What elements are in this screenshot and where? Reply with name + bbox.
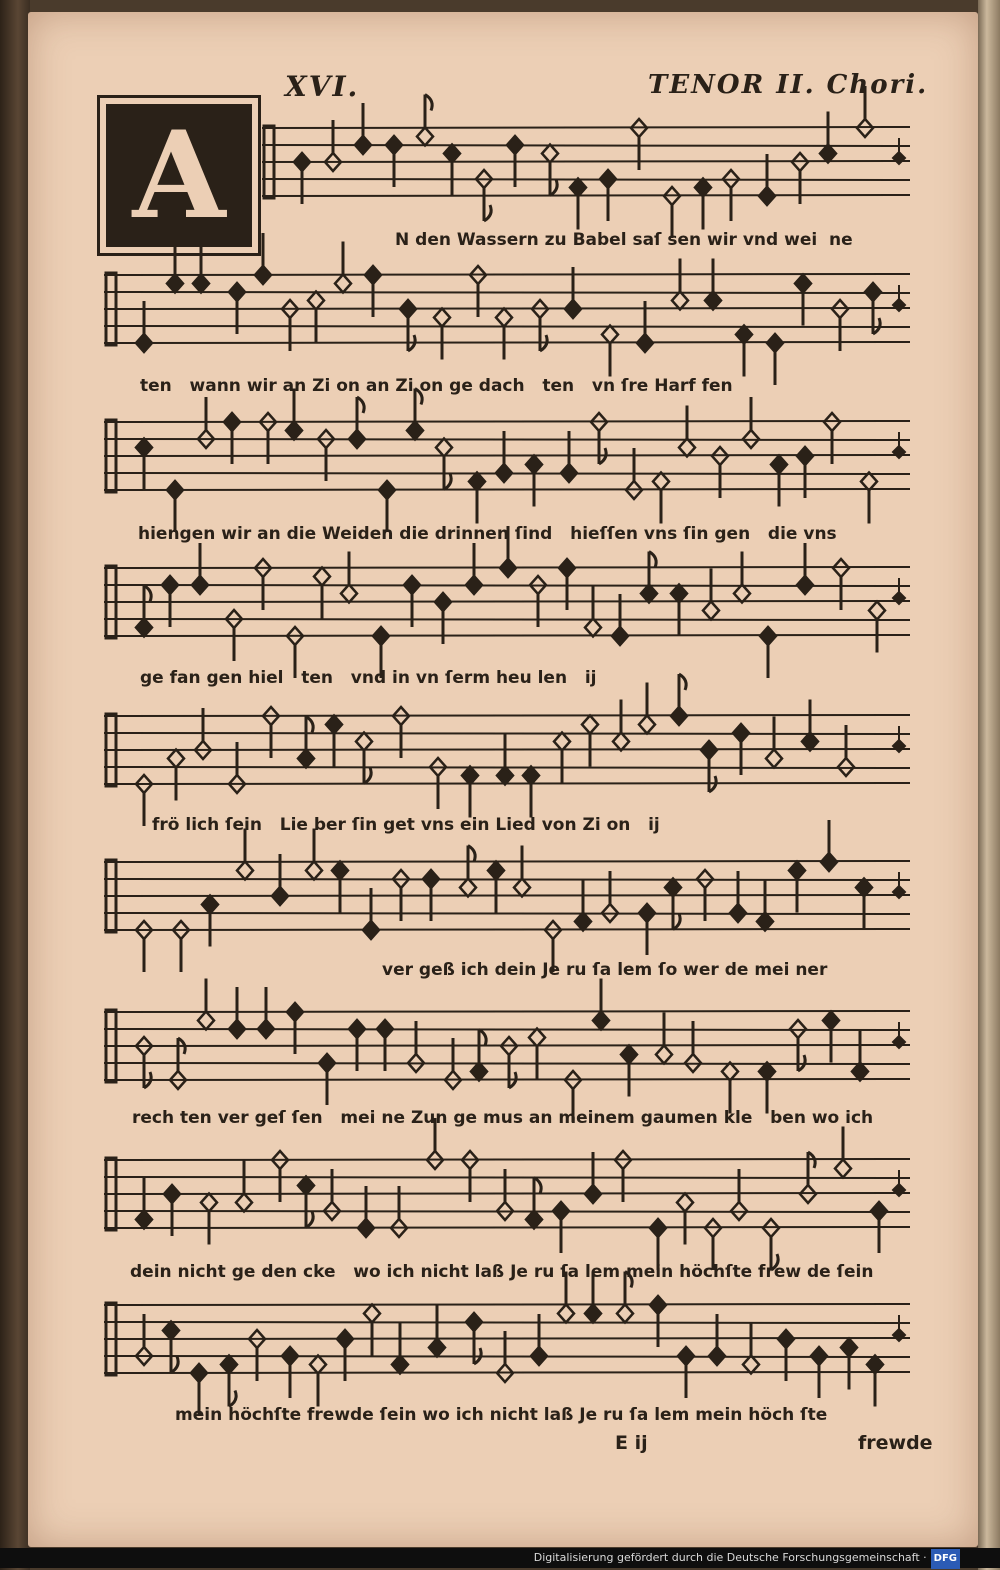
staff-3 <box>104 389 910 533</box>
staff-6 <box>104 820 910 972</box>
lyric-line-3: hiengen wir an die Weiden die drinnen ſind hieſſen vns ſin gen die vns <box>138 524 837 544</box>
staff-9 <box>104 1272 910 1416</box>
lyric-line-4: ge fan gen hiel ten vnd in vn ſerm heu len ij <box>140 668 597 688</box>
signature-mark: E ij <box>615 1432 648 1454</box>
staff-1 <box>262 86 910 238</box>
lyric-line-2: ten wann wir an Zi on an Zi on ge dach ten vn ſre Harf fen <box>140 376 733 396</box>
digitization-footer <box>0 1548 1000 1568</box>
lyric-line-5: frö lich ſein Lie ber ſin get vns ein Lied von Zi on ij <box>152 815 660 835</box>
footer-credit: Digitalisierung gefördert durch die Deutsche Forschungsgemeinschaft · <box>533 1551 927 1564</box>
dfg-logo: DFG <box>931 1549 960 1569</box>
staff-2 <box>104 233 910 385</box>
staff-8 <box>104 1118 910 1270</box>
lyric-line-8: dein nicht ge den cke wo ich nicht laß Je ru ſa lem mein höchſte frew de ſein <box>130 1262 874 1282</box>
staff-7 <box>104 979 910 1123</box>
page-number: XVI. <box>285 70 360 103</box>
lyric-line-9: mein höchſte frewde ſein wo ich nicht laß Je ru ſa lem mein höch ſte <box>175 1405 828 1425</box>
lyric-line-1: N den Wassern zu Babel saſ sen wir vnd wei ne <box>395 230 853 250</box>
lyric-line-6: ver geß ich dein Je ru ſa lem ſo wer de mei ner <box>382 960 828 980</box>
staff-4 <box>104 526 910 678</box>
initial-letter: A <box>132 105 226 246</box>
staff-5 <box>104 674 910 826</box>
catchword: frewde <box>858 1432 933 1454</box>
voice-part-heading: TENOR II. Chori. <box>648 70 929 100</box>
lyric-line-7: rech ten ver geſ ſen mei ne Zun ge mus an meinem gaumen kle ben wo ich <box>132 1108 874 1128</box>
